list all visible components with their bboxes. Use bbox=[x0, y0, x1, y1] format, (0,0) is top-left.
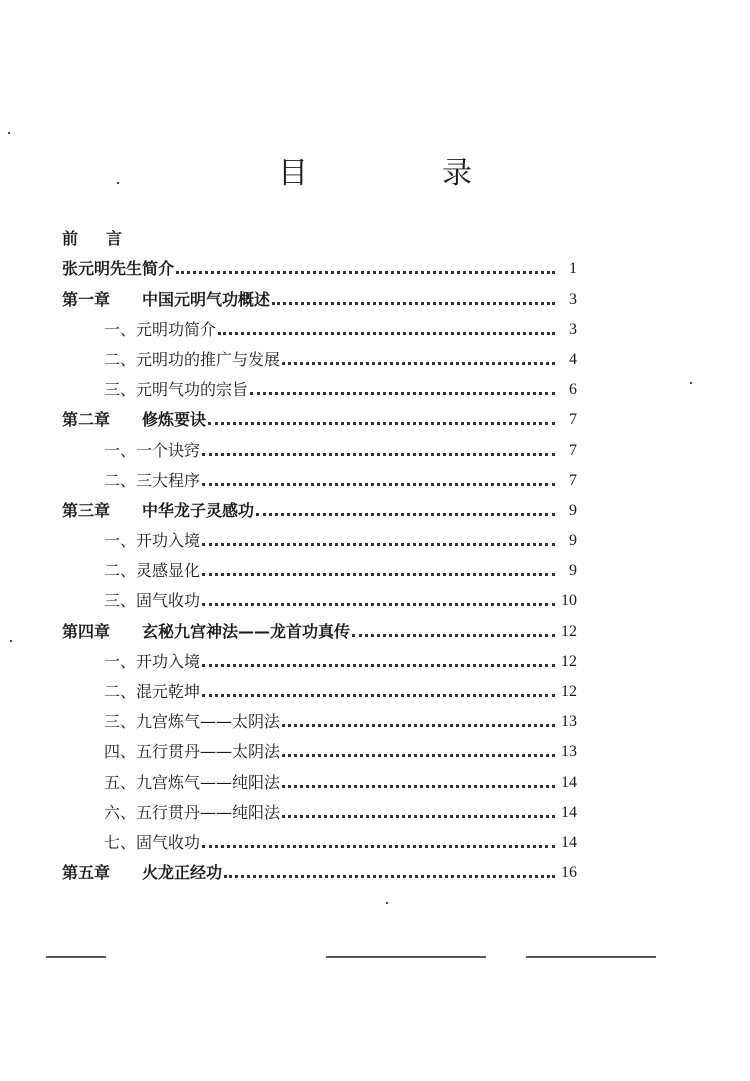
leader-dots bbox=[282, 362, 555, 365]
toc-section[interactable] bbox=[62, 580, 577, 610]
toc-label: 二、三大程序 bbox=[104, 470, 201, 490]
toc-section[interactable] bbox=[62, 429, 577, 459]
toc-label: 二、混元乾坤 bbox=[104, 682, 201, 701]
scan-rule-line bbox=[526, 956, 656, 958]
scan-speck bbox=[8, 132, 10, 134]
leader-dots bbox=[282, 815, 555, 818]
leader-dots bbox=[208, 422, 555, 425]
toc-section[interactable] bbox=[62, 792, 577, 822]
toc-label: 中华龙子灵感功 bbox=[142, 500, 255, 520]
toc-label: 中国元明气功概述 bbox=[142, 289, 271, 309]
scan-speck bbox=[386, 902, 388, 904]
toc-section[interactable] bbox=[62, 701, 577, 731]
leader-dots bbox=[202, 694, 555, 697]
leader-dots bbox=[224, 875, 555, 878]
leader-dots bbox=[250, 392, 555, 395]
toc-page-number: 7 bbox=[569, 411, 577, 429]
toc-page-number: 14 bbox=[561, 773, 577, 791]
toc-page-number: 9 bbox=[569, 562, 577, 580]
leader-dots bbox=[176, 271, 555, 274]
toc-section[interactable] bbox=[62, 309, 577, 339]
chapter-number: 第三章 bbox=[62, 500, 111, 520]
scan-speck bbox=[117, 182, 119, 184]
toc-label: 二、元明功的推广与发展 bbox=[104, 349, 281, 369]
toc-label: 五、九宫炼气——纯阳法 bbox=[104, 772, 281, 792]
table-of-contents bbox=[62, 218, 577, 882]
toc-label: 修炼要诀 bbox=[142, 410, 207, 430]
toc-page-number: 3 bbox=[569, 290, 577, 308]
toc-page-number: 9 bbox=[569, 532, 577, 550]
toc-label: 一、元明功简介 bbox=[104, 319, 217, 339]
scan-rule-line bbox=[326, 956, 486, 958]
toc-label: 前言 bbox=[62, 229, 151, 249]
chapter-number: 第四章 bbox=[62, 621, 111, 641]
chapter-number: 第五章 bbox=[62, 863, 111, 883]
chapter-number: 第一章 bbox=[62, 289, 111, 309]
leader-dots bbox=[282, 785, 555, 788]
toc-label: 一、开功入境 bbox=[104, 651, 201, 671]
toc-chapter[interactable] bbox=[62, 852, 577, 882]
toc-page-number: 7 bbox=[569, 471, 577, 489]
leader-dots bbox=[282, 724, 555, 727]
toc-section[interactable] bbox=[62, 460, 577, 490]
leader-dots bbox=[202, 453, 555, 456]
leader-dots bbox=[202, 573, 555, 576]
scan-rule-line bbox=[46, 956, 106, 958]
toc-chapter[interactable] bbox=[62, 490, 577, 520]
leader-dots bbox=[202, 483, 555, 486]
toc-page-number: 1 bbox=[569, 260, 577, 278]
leader-dots bbox=[202, 603, 555, 606]
toc-label: 张元明先生简介 bbox=[62, 259, 175, 279]
toc-entry[interactable] bbox=[62, 248, 577, 278]
leader-dots bbox=[256, 513, 555, 516]
toc-label: 一、一个诀窍 bbox=[104, 440, 201, 460]
toc-section[interactable] bbox=[62, 731, 577, 761]
toc-label: 三、元明气功的宗旨 bbox=[104, 380, 249, 400]
toc-label: 七、固气收功 bbox=[104, 832, 201, 852]
leader-dots bbox=[202, 664, 555, 667]
toc-section[interactable] bbox=[62, 822, 577, 852]
toc-label: 玄秘九宫神法——龙首功真传 bbox=[142, 621, 351, 641]
toc-page-number: 13 bbox=[561, 713, 577, 731]
toc-page-number: 13 bbox=[561, 743, 577, 761]
toc-section[interactable] bbox=[62, 671, 577, 701]
leader-dots bbox=[272, 302, 555, 305]
toc-label: 六、五行贯丹——纯阳法 bbox=[104, 802, 281, 822]
scan-speck bbox=[690, 382, 692, 384]
leader-dots bbox=[202, 845, 555, 848]
toc-page-number: 12 bbox=[561, 622, 577, 640]
toc-section[interactable] bbox=[62, 550, 577, 580]
scan-speck bbox=[10, 640, 12, 642]
toc-page-number: 16 bbox=[561, 864, 577, 882]
toc-page-number: 14 bbox=[561, 833, 577, 851]
toc-label: 一、开功入境 bbox=[104, 531, 201, 551]
toc-page-number: 4 bbox=[569, 350, 577, 368]
toc-label: 三、九宫炼气——太阴法 bbox=[104, 712, 281, 732]
toc-page-number: 3 bbox=[569, 320, 577, 338]
toc-page-number: 12 bbox=[561, 652, 577, 670]
toc-section[interactable] bbox=[62, 339, 577, 369]
toc-chapter[interactable] bbox=[62, 278, 577, 308]
toc-section[interactable] bbox=[62, 369, 577, 399]
toc-section[interactable] bbox=[62, 641, 577, 671]
leader-dots bbox=[352, 634, 555, 637]
toc-page-number: 7 bbox=[569, 441, 577, 459]
toc-label: 三、固气收功 bbox=[104, 591, 201, 611]
chapter-number: 第二章 bbox=[62, 410, 111, 430]
toc-section[interactable] bbox=[62, 520, 577, 550]
toc-page-number: 6 bbox=[569, 381, 577, 399]
toc-entry-preface[interactable] bbox=[62, 218, 577, 248]
toc-label: 二、灵感显化 bbox=[104, 561, 201, 581]
toc-page-number: 9 bbox=[569, 501, 577, 519]
page-title: 目 录 bbox=[278, 156, 524, 191]
leader-dots bbox=[218, 332, 555, 335]
toc-chapter[interactable] bbox=[62, 399, 577, 429]
toc-page-number: 10 bbox=[561, 592, 577, 610]
toc-section[interactable] bbox=[62, 761, 577, 791]
leader-dots bbox=[282, 754, 555, 757]
toc-label: 四、五行贯丹——太阴法 bbox=[104, 742, 281, 762]
toc-chapter[interactable] bbox=[62, 610, 577, 640]
toc-page-number: 12 bbox=[561, 683, 577, 700]
toc-label: 火龙正经功 bbox=[142, 863, 223, 883]
leader-dots bbox=[202, 543, 555, 546]
toc-page-number: 14 bbox=[561, 803, 577, 821]
